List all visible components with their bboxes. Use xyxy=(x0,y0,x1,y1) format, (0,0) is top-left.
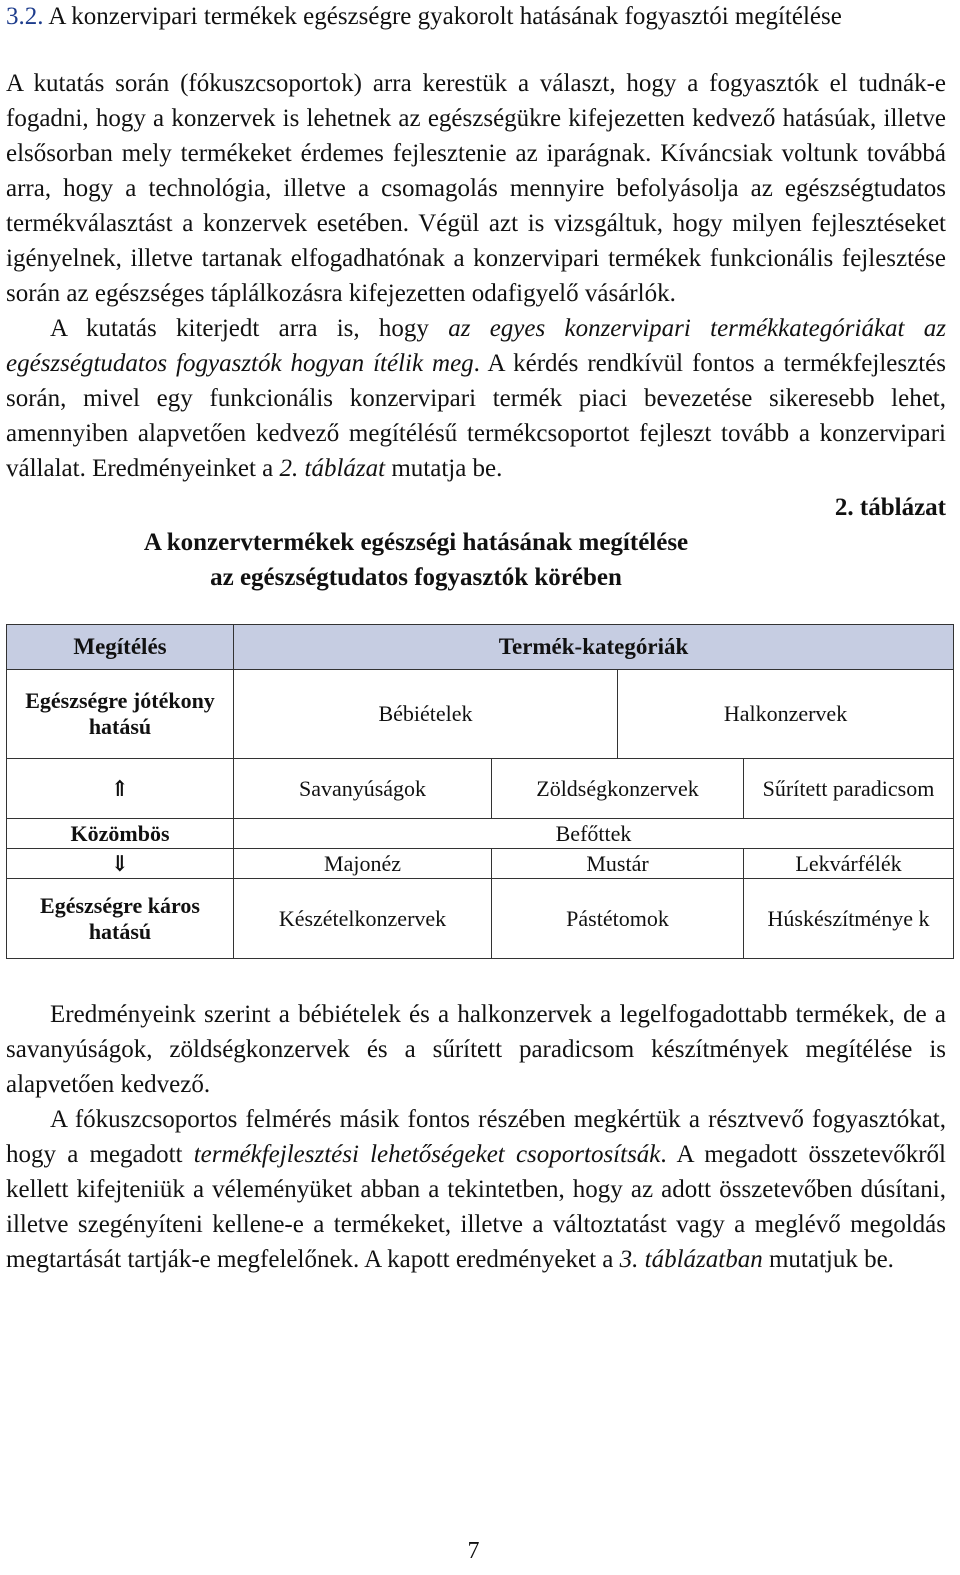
table-cell: Majonéz xyxy=(234,849,492,879)
table-cell: Pástétomok xyxy=(492,879,744,959)
table-cell: Zöldségkonzervek xyxy=(492,759,744,819)
table-header-row xyxy=(7,625,954,670)
rating-table xyxy=(6,624,954,959)
spacer xyxy=(6,34,946,66)
table-cell: Mustár xyxy=(492,849,744,879)
paragraph-4 xyxy=(6,1102,946,1277)
document-page xyxy=(6,0,946,1277)
row-label-neutral: Közömbös xyxy=(7,819,234,849)
paragraph-2 xyxy=(6,311,946,486)
paragraph-2-text-a: A kutatás kiterjedt arra is, hogy xyxy=(50,315,449,342)
table-cell: Befőttek xyxy=(234,819,954,849)
paragraph-4-italic-b: termékfejlesztési lehetőségeket csoportosítsák xyxy=(193,1141,661,1168)
table-row xyxy=(7,819,954,849)
spacer xyxy=(6,959,946,997)
header-rating: Megítélés xyxy=(7,625,234,670)
table-cell: Készételkonzervek xyxy=(234,879,492,959)
section-heading xyxy=(6,0,946,34)
table-cell: Lekvárfélék xyxy=(744,849,954,879)
table-title-line-1: A konzervtermékek egészségi hatásának megítélése xyxy=(143,529,689,556)
table-cell: Savanyúságok xyxy=(234,759,492,819)
paragraph-1: A kutatás során (fókuszcsoportok) arra kerestük a választ, hogy a fogyasztók el tudnák-e fogadni, hogy a konzervek is lehetnek az egészségükre kifejezetten kedvező hatásúak, illetve elsősorban mely termékeket érdemes fejlesztenie az iparágnak. Kíváncsiak voltunk továbbá arra, hogy a technológia, illetve a csomagolás mennyire befolyásolja az egészségtudatos termékválasztást a konzervek esetében. Végül azt is vizsgáltuk, hogy milyen fejlesztéseket igényelnek, illetve tartanak elfogadhatónak a konzervipari termékek funkcionális fejlesztése során az egészséges táplálkozásra kifejezetten odafigyelő vásárlók. xyxy=(6,70,946,307)
arrow-up-icon: ⇑ xyxy=(7,759,234,819)
table-cell: Sűrített paradicsom xyxy=(744,759,954,819)
table-label: 2. táblázat xyxy=(834,494,946,521)
table-reference: 2. táblázat xyxy=(279,455,386,482)
page-number: 7 xyxy=(467,1538,480,1564)
row-label-harmful: Egészségre káros hatású xyxy=(7,879,234,959)
table-title-line-2: az egészségtudatos fogyasztók körében xyxy=(210,564,622,591)
paragraph-3: Eredményeink szerint a bébiételek és a halkonzervek a legelfogadottabb termékek, de a savanyúságok, zöldségkonzervek és a sűrített paradicsom készítmények megítélése is alapvetően kedvező. xyxy=(6,1001,946,1098)
arrow-down-icon: ⇓ xyxy=(7,849,234,879)
table-cell: Halkonzervek xyxy=(618,670,954,759)
section-number: 3.2. xyxy=(6,3,44,30)
table-row xyxy=(7,849,954,879)
row-label-beneficial: Egészségre jótékony hatású xyxy=(7,670,234,759)
table-reference: 3. táblázatban xyxy=(619,1246,763,1273)
paragraph-4-text-a: A fókuszcsoportos felmérés másik fontos részében megkértük a résztvevő fogyasztókat, hogy a megadott xyxy=(6,1106,946,1168)
table-cell: Bébiételek xyxy=(234,670,618,759)
paragraph-2-text-c: . A kérdés rendkívül fontos a termékfejlesztés során, mivel egy funkcionális konzervipari termék piaci bevezetése sikeresebb lehet, amennyiben alapvetően kedvező megítélésű termékcsoportot fejleszt tovább a konzervipari vállalat. Eredményeinket a xyxy=(6,350,946,482)
table-row xyxy=(7,670,954,759)
paragraph-4-text-e: mutatjuk be. xyxy=(762,1246,894,1273)
paragraph-4-text-c: . A megadott összetevőkről kellett kifejteniük a véleményüket abban a tekintetben, hogy az adott összetevőben dúsítani, illetve szegényíteni kellene-e a termékeket, illetve a változtatást vagy a meglévő megoldás megtartását tartják-e megfelelőnek. A kapott eredményeket a xyxy=(6,1141,946,1273)
table-row xyxy=(7,759,954,819)
section-title: A konzervipari termékek egészségre gyakorolt hatásának fogyasztói megítélése xyxy=(48,3,842,30)
table-row xyxy=(7,879,954,959)
header-categories: Termék-kategóriák xyxy=(234,625,954,670)
paragraph-2-italic-b: az egyes konzervipari termékkategóriákat az egészségtudatos fogyasztók hogyan ítélik meg xyxy=(6,315,946,377)
paragraph-2-text-e: mutatja be. xyxy=(385,455,503,482)
table-cell: Húskészítménye k xyxy=(744,879,954,959)
